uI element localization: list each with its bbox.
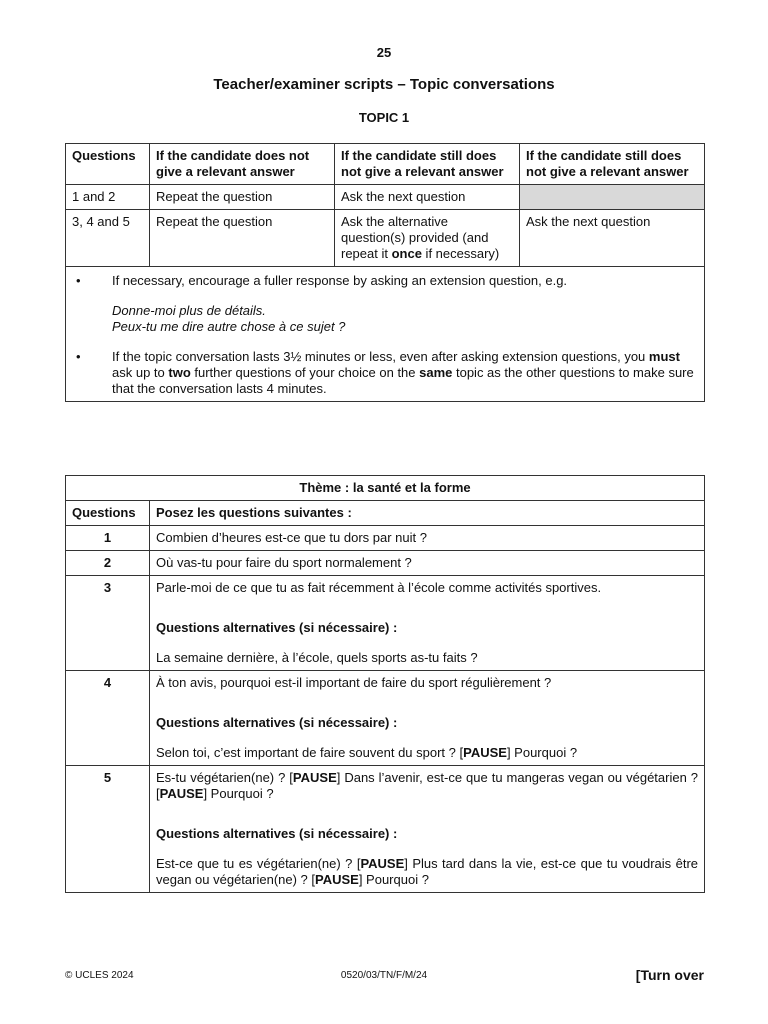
notes-cell bbox=[66, 267, 705, 402]
alt-questions-label: Questions alternatives (si nécessaire) : bbox=[156, 715, 398, 730]
question-text: Combien d’heures est-ce que tu dors par nuit ? bbox=[150, 526, 705, 551]
note-item bbox=[72, 349, 698, 397]
questions-header-row bbox=[66, 501, 705, 526]
notes-row bbox=[66, 267, 705, 402]
cell-action bbox=[335, 210, 520, 267]
alt-question-text: Selon toi, c’est important de faire souvent du sport ? [PAUSE] Pourquoi ? bbox=[156, 745, 578, 760]
question-text: À ton avis, pourquoi est-il important de faire du sport régulièrement ? bbox=[156, 675, 552, 690]
alt-questions-label: Questions alternatives (si nécessaire) : bbox=[156, 620, 398, 635]
text: Ask the alternative question(s) provided (and repeat it bbox=[341, 214, 489, 261]
document-code: 0520/03/TN/F/M/24 bbox=[340, 970, 428, 981]
topic-label: TOPIC 1 bbox=[358, 110, 410, 125]
text: if necessary) bbox=[421, 246, 500, 261]
cell-questions: 1 and 2 bbox=[66, 185, 150, 210]
cell-empty-shaded bbox=[520, 185, 705, 210]
header-questions: Questions bbox=[66, 501, 150, 526]
header-no-relevant-answer: If the candidate does not give a relevant answer bbox=[150, 144, 335, 185]
question-number: 5 bbox=[66, 766, 150, 893]
bullet-icon: • bbox=[76, 349, 81, 364]
question-number: 1 bbox=[66, 526, 150, 551]
question-cell bbox=[150, 576, 705, 671]
theme-title: Thème : la santé et la forme bbox=[66, 476, 705, 501]
question-text: Es-tu végétarien(ne) ? [PAUSE] Dans l’avenir, est-ce que tu mangeras vegan ou végétarien ? [PAUSE] Pourquoi ? bbox=[156, 770, 699, 801]
example-question: Donne-moi plus de détails. bbox=[112, 303, 266, 318]
table-row bbox=[66, 210, 705, 267]
cell-action: Repeat the question bbox=[150, 210, 335, 267]
cell-action: Repeat the question bbox=[150, 185, 335, 210]
question-number: 4 bbox=[66, 671, 150, 766]
theme-row bbox=[66, 476, 705, 501]
cell-action: Ask the next question bbox=[520, 210, 705, 267]
question-cell bbox=[150, 766, 705, 893]
turn-over: [Turn over bbox=[635, 967, 704, 983]
header-ask: Posez les questions suivantes : bbox=[150, 501, 705, 526]
questions-table bbox=[65, 475, 705, 893]
question-number: 2 bbox=[66, 551, 150, 576]
instructions-table bbox=[65, 143, 705, 402]
table-row bbox=[66, 526, 705, 551]
table-row bbox=[66, 551, 705, 576]
alt-question-text: Est-ce que tu es végétarien(ne) ? [PAUSE] Plus tard dans la vie, est-ce que tu voudrais être vegan ou végétarien(ne) ? [PAUSE] Pourquoi ? bbox=[156, 856, 699, 887]
note-text: If the topic conversation lasts 3½ minutes or less, even after asking extension questions, you must ask up to two further questions of your choice on the same topic as the other questions to make sure that the conversation lasts 4 minutes. bbox=[112, 349, 694, 396]
alt-questions-label: Questions alternatives (si nécessaire) : bbox=[156, 826, 398, 841]
note-item bbox=[72, 273, 698, 335]
page-number: 25 bbox=[376, 45, 392, 60]
question-cell bbox=[150, 671, 705, 766]
header-still-no-answer: If the candidate still does not give a relevant answer bbox=[335, 144, 520, 185]
question-text: Où vas-tu pour faire du sport normalement ? bbox=[150, 551, 705, 576]
question-number: 3 bbox=[66, 576, 150, 671]
emphasis: once bbox=[391, 246, 422, 261]
note-text: If necessary, encourage a fuller response by asking an extension question, e.g. bbox=[112, 273, 568, 288]
copyright: © UCLES 2024 bbox=[65, 970, 134, 981]
example-question: Peux-tu me dire autre chose à ce sujet ? bbox=[112, 319, 346, 334]
header-still-no-answer-2: If the candidate still does not give a relevant answer bbox=[520, 144, 705, 185]
instructions-header-row bbox=[66, 144, 705, 185]
alt-question-text: La semaine dernière, à l’école, quels sports as-tu faits ? bbox=[156, 650, 478, 665]
cell-action: Ask the next question bbox=[335, 185, 520, 210]
question-text: Parle-moi de ce que tu as fait récemment à l’école comme activités sportives. bbox=[156, 580, 602, 595]
bullet-icon: • bbox=[76, 273, 81, 288]
page-title: Teacher/examiner scripts – Topic conversations bbox=[213, 76, 555, 93]
cell-questions: 3, 4 and 5 bbox=[66, 210, 150, 267]
table-row bbox=[66, 671, 705, 766]
header-questions: Questions bbox=[66, 144, 150, 185]
table-row bbox=[66, 185, 705, 210]
table-row bbox=[66, 576, 705, 671]
table-row bbox=[66, 766, 705, 893]
